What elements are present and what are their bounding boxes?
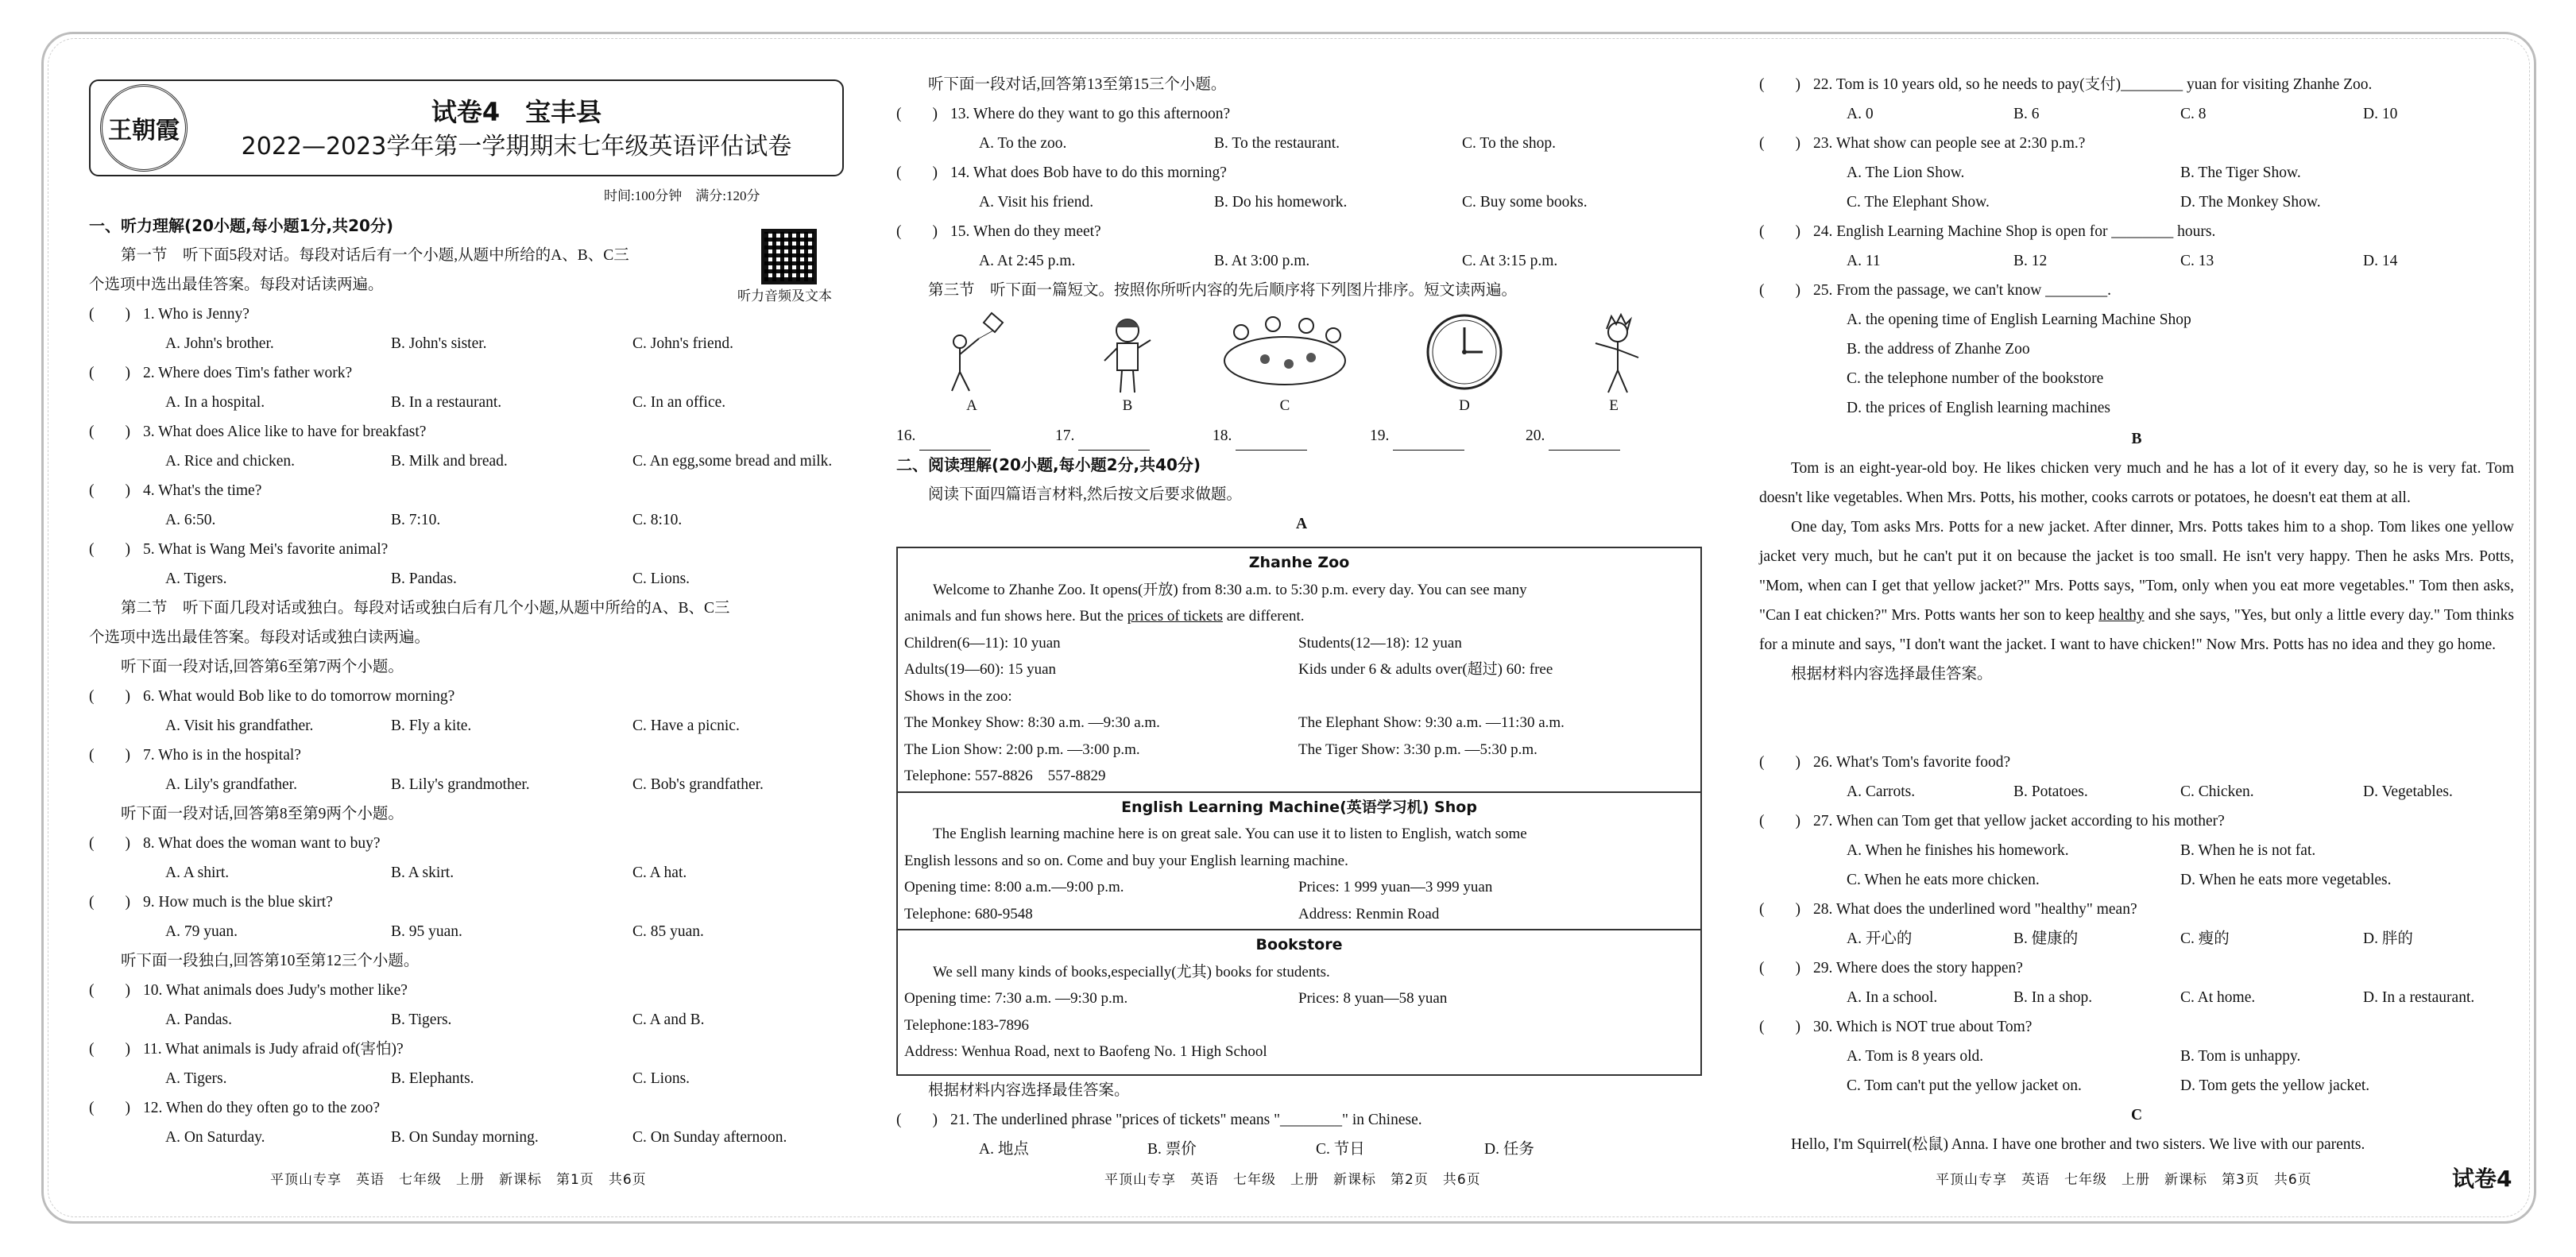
option-d: D. Tom gets the yellow jacket. <box>2180 1077 2370 1094</box>
options-row <box>1759 305 2514 335</box>
options-row <box>89 1005 844 1035</box>
answer-blank[interactable] <box>1393 433 1464 451</box>
option-d: D. The Monkey Show. <box>2180 194 2321 211</box>
answer-blank[interactable] <box>1549 433 1620 451</box>
option-a: A. Pandas. <box>165 1011 232 1028</box>
question <box>1759 806 2514 836</box>
options-row <box>89 917 844 946</box>
instruction: 听下面一段独白,回答第10至第12三个小题。 <box>121 953 420 969</box>
answer-paren[interactable]: ( ) <box>89 541 130 558</box>
option-a: A. Visit his friend. <box>979 194 1094 211</box>
question <box>89 417 844 447</box>
option-b: B. Lily's grandmother. <box>391 776 530 793</box>
picture-e-boy-icon <box>1570 308 1657 396</box>
picture-d-clock-icon <box>1421 308 1508 396</box>
answer-paren[interactable]: ( ) <box>89 982 130 999</box>
option-b: B. the address of Zhanhe Zoo <box>1847 341 2030 358</box>
option-b: B. To the restaurant. <box>1214 135 1340 152</box>
options-row <box>89 1064 844 1093</box>
instruction: 第三节 听下面一篇短文。按照你所听内容的先后顺序将下列图片排序。短文读两遍。 <box>928 282 1518 299</box>
option-c: C. A and B. <box>632 1011 705 1028</box>
instruction: 听下面一段对话,回答第6至第7两个小题。 <box>121 659 404 675</box>
option-b: B. A skirt. <box>391 864 454 881</box>
answer-paren[interactable]: ( ) <box>1759 754 1800 771</box>
notice-board <box>896 547 1702 1076</box>
answer-blank[interactable] <box>919 433 991 451</box>
section-title: 二、阅读理解(20小题,每小题2分,共40分) <box>896 455 1201 474</box>
question-text: 27. When can Tom get that yellow jacket according to his mother? <box>1813 813 2225 830</box>
option-c: C. 瘦的 <box>2180 930 2230 947</box>
underlined-phrase: prices of tickets <box>1127 608 1224 625</box>
option-c: C. Buy some books. <box>1462 194 1588 211</box>
question-text: 24. English Learning Machine Shop is open for ________ hours. <box>1813 223 2216 240</box>
underlined-word: healthy <box>2098 607 2145 624</box>
options-row <box>89 711 844 741</box>
option-a: A. Visit his grandfather. <box>165 717 314 734</box>
option-c: C. In an office. <box>632 394 726 411</box>
option-b: B. Fly a kite. <box>391 717 472 734</box>
show-time-row: The Lion Show: 2:00 p.m. —3:00 p.m. The Tiger Show: 3:30 p.m. —5:30 p.m. <box>904 741 1537 758</box>
options-row <box>1759 335 2514 364</box>
shop-info-row: Opening time: 8:00 a.m.—9:00 p.m. Prices: 1 999 yuan—3 999 yuan <box>904 879 1493 895</box>
question <box>89 358 844 388</box>
option-a: A. 6:50. <box>165 512 216 528</box>
question <box>896 217 1707 246</box>
option-a: A. A shirt. <box>165 864 230 881</box>
option-a: A. Rice and chicken. <box>165 453 295 470</box>
option-a: A. The Lion Show. <box>1847 164 1965 181</box>
option-b: B. Elephants. <box>391 1070 474 1087</box>
instruction: 根据材料内容选择最佳答案。 <box>1791 666 1993 683</box>
answer-paren[interactable]: ( ) <box>1759 282 1800 299</box>
zoo-telephone: Telephone: 557-8826 557-8829 <box>904 768 1106 784</box>
option-c: C. At 3:15 p.m. <box>1462 253 1558 269</box>
picture-label: A <box>966 397 977 414</box>
question-text: 25. From the passage, we can't know ________. <box>1813 282 2112 299</box>
picture-row <box>896 308 1707 420</box>
page-2-q21 <box>896 1076 1707 1164</box>
option-a: A. Tigers. <box>165 1070 227 1087</box>
option-d: D. 10 <box>2363 106 2398 122</box>
answer-paren[interactable]: ( ) <box>89 306 130 323</box>
question <box>1759 276 2514 305</box>
option-c: C. 13 <box>2180 253 2214 269</box>
answer-paren[interactable]: ( ) <box>896 164 938 181</box>
options-row <box>89 388 844 417</box>
option-d: D. the prices of English learning machines <box>1847 400 2110 416</box>
option-b: B. Milk and bread. <box>391 453 508 470</box>
answer-paren[interactable]: ( ) <box>89 894 130 911</box>
option-a: A. To the zoo. <box>979 135 1067 152</box>
answer-paren[interactable]: ( ) <box>89 688 130 705</box>
option-c: C. Lions. <box>632 1070 690 1087</box>
picture-a-kite-icon <box>928 308 1015 396</box>
option-d: D. In a restaurant. <box>2363 989 2475 1006</box>
options-row <box>1759 364 2514 393</box>
option-d: D. 14 <box>2363 253 2398 269</box>
exam-badge: 试卷4 <box>2452 1166 2512 1192</box>
options-row <box>89 505 844 535</box>
publisher-logo: 王朝霞 <box>100 84 188 172</box>
option-b: B. The Tiger Show. <box>2180 164 2301 181</box>
option-c: C. At home. <box>2180 989 2256 1006</box>
option-b: B. Tigers. <box>391 1011 452 1028</box>
page-2-reading <box>896 421 1707 539</box>
option-c: C. An egg,some bread and milk. <box>632 453 833 470</box>
picture-label: B <box>1122 397 1133 414</box>
options-row <box>1759 246 2514 276</box>
instruction: 第一节 听下面5段对话。每段对话后有一个小题,从题中所给的A、B、C三 <box>121 247 629 264</box>
page-1 <box>89 211 844 300</box>
options-row <box>1759 1042 2514 1071</box>
options-row <box>1759 99 2514 129</box>
page-3-questions <box>1759 748 2514 1100</box>
shop-notice <box>898 793 1700 931</box>
option-c: C. Chicken. <box>2180 783 2254 800</box>
option-c: C. Have a picnic. <box>632 717 740 734</box>
passage-label: B <box>2131 431 2142 447</box>
option-a: A. At 2:45 p.m. <box>979 253 1076 269</box>
order-answer-row: 16. 17. 18. 19. 20. <box>896 421 1707 451</box>
question <box>896 99 1707 129</box>
question <box>1759 953 2514 983</box>
question-21: ( ) 21. The underlined phrase "prices of tickets" means "________" in Chinese. <box>896 1105 1707 1135</box>
zoo-intro: animals and fun shows here. But the prices of tickets are different. <box>904 608 1305 625</box>
ticket-price-row: Adults(19—60): 15 yuan Kids under 6 & adults over(超过) 60: free <box>904 661 1553 678</box>
options-row <box>1759 158 2514 188</box>
answer-paren[interactable]: ( ) <box>1759 960 1800 977</box>
option-c: C. John's friend. <box>632 335 734 352</box>
option-b: B. Pandas. <box>391 570 457 587</box>
option-a: A. 0 <box>1847 106 1874 122</box>
option-c: C. 85 yuan. <box>632 923 704 940</box>
question-text: 3. What does Alice like to have for breakfast? <box>143 424 427 440</box>
exam-subtitle: 2022—2023学年第一学期期末七年级英语评估试卷 <box>241 133 792 161</box>
option-b: B. In a restaurant. <box>391 394 502 411</box>
question-text: 30. Which is NOT true about Tom? <box>1813 1019 2033 1035</box>
instruction: 根据材料内容选择最佳答案。 <box>928 1082 1130 1099</box>
question-text: 26. What's Tom's favorite food? <box>1813 754 2011 771</box>
option-d: D. When he eats more vegetables. <box>2180 872 2392 888</box>
answer-paren[interactable]: ( ) <box>89 482 130 499</box>
option-a: A. On Saturday. <box>165 1129 265 1146</box>
bookstore-title: Bookstore <box>1255 936 1343 953</box>
shop-title: English Learning Machine(英语学习机) Shop <box>1121 798 1477 816</box>
answer-paren[interactable]: ( ) <box>89 747 130 764</box>
bookstore-intro: We sell many kinds of books,especially(尤其) books for students. <box>933 963 1330 980</box>
question-text: 15. When do they meet? <box>950 223 1101 240</box>
question <box>89 741 844 770</box>
option-a: A. John's brother. <box>165 335 274 352</box>
option-c: C. On Sunday afternoon. <box>632 1129 787 1146</box>
question <box>89 1093 844 1123</box>
page-3-passage-b <box>1759 424 2514 689</box>
exam-title: 试卷4 宝丰县 <box>431 97 602 127</box>
options-row <box>89 770 844 799</box>
options-row <box>1759 865 2514 895</box>
question-text: 1. Who is Jenny? <box>143 306 249 323</box>
question-text: 29. Where does the story happen? <box>1813 960 2023 977</box>
option-a: A. Lily's grandfather. <box>165 776 297 793</box>
answer-paren[interactable]: ( ) <box>89 835 130 852</box>
zoo-title: Zhanhe Zoo <box>1248 554 1350 571</box>
question <box>1759 895 2514 924</box>
answer-paren[interactable]: ( ) <box>1759 76 1800 93</box>
ticket-price-row: Children(6—11): 10 yuan Students(12—18): 12 yuan <box>904 634 1462 652</box>
question-text: 13. Where do they want to go this afternoon? <box>950 106 1231 122</box>
answer-paren[interactable]: ( ) <box>1759 901 1800 918</box>
question-text: 14. What does Bob have to do this morning? <box>950 164 1227 181</box>
question-text: 12. When do they often go to the zoo? <box>143 1100 381 1116</box>
instruction: 阅读下面四篇语言材料,然后按文后要求做题。 <box>928 486 1242 503</box>
answer-paren[interactable]: ( ) <box>1759 135 1800 152</box>
options-row <box>1759 188 2514 217</box>
page-footer: 平顶山专享 英语 七年级 上册 新课标 第1页 共6页 <box>270 1172 647 1188</box>
option-a: A. 79 yuan. <box>165 923 238 940</box>
answer-paren[interactable]: ( ) <box>896 1112 938 1128</box>
question-text: 22. Tom is 10 years old, so he needs to pay(支付)________ yuan for visiting Zhanhe Zoo. <box>1813 76 2373 93</box>
passage-c-start: Hello, I'm Squirrel(松鼠) Anna. I have one brother and two sisters. We live with our parents. <box>1791 1136 2365 1153</box>
option-a: A. Tigers. <box>165 570 227 587</box>
question <box>89 976 844 1005</box>
options-row <box>89 329 844 358</box>
answer-paren[interactable]: ( ) <box>896 223 938 240</box>
answer-paren[interactable]: ( ) <box>1759 223 1800 240</box>
options-21: A. 地点 B. 票价 C. 节日 D. 任务 <box>979 1141 1534 1158</box>
question <box>89 1035 844 1064</box>
option-b: B. Potatoes. <box>2013 783 2088 800</box>
question <box>1759 1012 2514 1042</box>
option-b: B. Tom is unhappy. <box>2180 1048 2301 1065</box>
answer-blank[interactable] <box>1078 433 1150 451</box>
instruction: 第二节 听下面几段对话或独白。每段对话或独白后有几个小题,从题中所给的A、B、C三 <box>121 600 730 617</box>
shop-info-row: Telephone: 680-9548 Address: Renmin Road <box>904 905 1440 922</box>
passage-label: C <box>2130 1107 2143 1124</box>
question <box>1759 748 2514 777</box>
options-row <box>896 246 1707 276</box>
passage-b-paragraph: One day, Tom asks Mrs. Potts for a new jacket. After dinner, Mrs. Potts takes him to a shop. Tom likes one yellow jacket very much, but he can't put it on because the jacket is too small. He isn't very happy. Then he asks Mrs. Potts, "Mom, when can I get that yellow jacket?" Mrs. Potts says, "Tom, only when you eat more vegetables." Tom then asks, "Can I eat chicken?" Mrs. Potts wants her son to keep healthy and she says, "Yes, but only a little every day." Tom thinks for a minute and says, "I don't want the jacket. I want to have chicken!" Now Mrs. Potts has no idea and they go home. <box>1759 519 2514 653</box>
options-row <box>896 129 1707 158</box>
option-b: B. In a shop. <box>2013 989 2093 1006</box>
picture-label: E <box>1609 397 1619 414</box>
picture-c-picnic-icon <box>1217 308 1352 396</box>
option-a: A. In a hospital. <box>165 394 265 411</box>
option-a: A. 开心的 <box>1847 930 1913 947</box>
question-text: 28. What does the underlined word "healthy" mean? <box>1813 901 2137 918</box>
question <box>89 535 844 564</box>
page-2 <box>896 70 1707 305</box>
options-row <box>1759 983 2514 1012</box>
question <box>89 300 844 329</box>
option-c: C. A hat. <box>632 864 687 881</box>
answer-paren[interactable]: ( ) <box>89 424 130 440</box>
answer-paren[interactable]: ( ) <box>1759 1019 1800 1035</box>
question <box>896 158 1707 188</box>
option-c: C. To the shop. <box>1462 135 1556 152</box>
question-text: 5. What is Wang Mei's favorite animal? <box>143 541 389 558</box>
picture-label: D <box>1459 397 1470 414</box>
option-b: B. Do his homework. <box>1214 194 1348 211</box>
question <box>89 682 844 711</box>
options-row <box>89 447 844 476</box>
option-a: A. 11 <box>1847 253 1881 269</box>
option-c: C. When he eats more chicken. <box>1847 872 2040 888</box>
zoo-notice <box>898 548 1700 793</box>
question-text: 9. How much is the blue skirt? <box>143 894 333 911</box>
option-c: C. Lions. <box>632 570 690 587</box>
options-row <box>89 1123 844 1152</box>
picture-b-girl-icon <box>1084 308 1171 396</box>
options-row <box>1759 924 2514 953</box>
shows-label: Shows in the zoo: <box>904 687 1012 705</box>
picture-label: C <box>1279 397 1290 414</box>
time-info: 时间:100分钟 满分:120分 <box>604 188 760 203</box>
option-b: B. 健康的 <box>2013 930 2079 947</box>
qr-label: 听力音频及文本 <box>737 288 832 304</box>
bookstore-notice <box>898 930 1700 1067</box>
options-row <box>89 858 844 888</box>
question <box>1759 70 2514 99</box>
option-c: C. 8:10. <box>632 512 683 528</box>
option-c: C. The Elephant Show. <box>1847 194 1990 211</box>
option-a: A. In a school. <box>1847 989 1938 1006</box>
option-b: B. 6 <box>2013 106 2040 122</box>
instruction: 听下面一段对话,回答第13至第15三个小题。 <box>928 76 1227 93</box>
question <box>89 888 844 917</box>
option-b: B. On Sunday morning. <box>391 1129 539 1146</box>
zoo-intro: Welcome to Zhanhe Zoo. It opens(开放) from 8:30 a.m. to 5:30 p.m. every day. You can see many <box>933 581 1527 598</box>
answer-paren[interactable]: ( ) <box>89 1041 130 1058</box>
shop-intro: English lessons and so on. Come and buy your English learning machine. <box>904 852 1348 869</box>
options-row <box>89 564 844 594</box>
bookstore-info-row: Opening time: 7:30 a.m. —9:30 p.m. Prices: 8 yuan—58 yuan <box>904 990 1448 1007</box>
answer-paren[interactable]: ( ) <box>896 106 938 122</box>
page-3 <box>1759 70 2514 423</box>
page-footer: 平顶山专享 英语 七年级 上册 新课标 第2页 共6页 <box>1104 1172 1481 1188</box>
option-b: B. 12 <box>2013 253 2048 269</box>
option-b: B. When he is not fat. <box>2180 842 2316 859</box>
option-c: C. 8 <box>2180 106 2207 122</box>
options-row <box>1759 777 2514 806</box>
option-c: C. the telephone number of the bookstore <box>1847 370 2104 387</box>
question-text: 2. Where does Tim's father work? <box>143 365 353 381</box>
instruction: 听下面一段对话,回答第8至第9两个小题。 <box>121 806 404 822</box>
question <box>1759 129 2514 158</box>
option-d: D. 胖的 <box>2363 930 2413 947</box>
instruction: 个选项中选出最佳答案。每段对话读两遍。 <box>89 277 384 293</box>
question <box>1759 217 2514 246</box>
option-b: B. At 3:00 p.m. <box>1214 253 1310 269</box>
bookstore-address: Address: Wenhua Road, next to Baofeng No. 1 High School <box>904 1043 1267 1060</box>
option-b: B. 95 yuan. <box>391 923 462 940</box>
options-row <box>1759 836 2514 865</box>
answer-paren[interactable]: ( ) <box>89 1100 130 1116</box>
section-title: 一、听力理解(20小题,每小题1分,共20分) <box>89 216 394 235</box>
page-1-questions <box>89 300 844 1152</box>
answer-paren[interactable]: ( ) <box>1759 813 1800 830</box>
option-a: A. Tom is 8 years old. <box>1847 1048 1984 1065</box>
question-text: 10. What animals does Judy's mother like? <box>143 982 408 999</box>
bookstore-telephone: Telephone:183-7896 <box>904 1016 1029 1034</box>
passage-b-paragraph: Tom is an eight-year-old boy. He likes chicken very much and he has a lot of it every day, so he is very fat. Tom doesn't like vegetables. When Mrs. Potts, his mother, cooks carrots or potatoes, he doesn't eat them at all. <box>1759 460 2514 506</box>
show-time-row: The Monkey Show: 8:30 a.m. —9:30 a.m. The Elephant Show: 9:30 a.m. —11:30 a.m. <box>904 714 1565 731</box>
options-row <box>1759 393 2514 423</box>
option-b: B. John's sister. <box>391 335 487 352</box>
option-a: A. the opening time of English Learning Machine Shop <box>1847 311 2191 328</box>
page-footer: 平顶山专享 英语 七年级 上册 新课标 第3页 共6页 <box>1936 1172 2312 1188</box>
option-c: C. Tom can't put the yellow jacket on. <box>1847 1077 2082 1094</box>
answer-paren[interactable]: ( ) <box>89 365 130 381</box>
passage-label: A <box>1295 516 1308 532</box>
question <box>89 476 844 505</box>
question-text: 4. What's the time? <box>143 482 262 499</box>
options-row <box>896 188 1707 217</box>
question <box>89 829 844 858</box>
question-text: 7. Who is in the hospital? <box>143 747 301 764</box>
question-text: 8. What does the woman want to buy? <box>143 835 381 852</box>
page-3-passage-c <box>1759 1100 2514 1159</box>
question-text: 11. What animals is Judy afraid of(害怕)? <box>143 1041 404 1058</box>
shop-intro: The English learning machine here is on great sale. You can use it to listen to English, watch some <box>933 826 1527 842</box>
options-row <box>1759 1071 2514 1100</box>
option-d: D. Vegetables. <box>2363 783 2453 800</box>
answer-blank[interactable] <box>1236 433 1307 451</box>
instruction: 个选项中选出最佳答案。每段对话或独白读两遍。 <box>89 629 431 646</box>
option-b: B. 7:10. <box>391 512 441 528</box>
question-text: 23. What show can people see at 2:30 p.m.? <box>1813 135 2086 152</box>
option-a: A. When he finishes his homework. <box>1847 842 2069 859</box>
question-text: 6. What would Bob like to do tomorrow morning? <box>143 688 455 705</box>
option-a: A. Carrots. <box>1847 783 1916 800</box>
option-c: C. Bob's grandfather. <box>632 776 764 793</box>
